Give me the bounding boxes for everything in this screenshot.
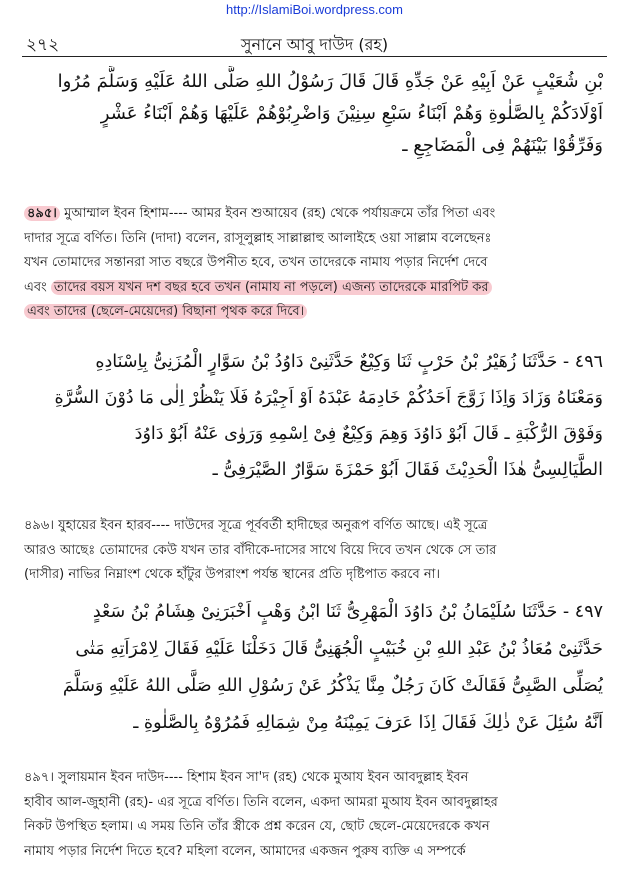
- text-line: [24, 300, 607, 325]
- arabic-line: بْنِ شُعَيْبٍ عَنْ اَبِيْهِ عَنْ جَدِّهِ قَالَ قَالَ رَسُوْلُ اللهِ صَلَّى اللهُ عَلَيْهِ وَسَلَّمَ مُرُوا: [57, 71, 603, 92]
- text-line: হাবীব আল-জুহানী (রহ)- এর সূত্রে বর্ণিত। তিনি বলেন, একদা আমরা মুআয ইবন আবদুল্লাহর: [24, 794, 498, 810]
- text-line: ৪৯৬। যুহায়ের ইবন হারব---- দাউদের সূত্রে পূর্ববর্তী হাদীছের অনুরূপ বর্ণিত আছে। এই সূত্রে: [24, 518, 488, 533]
- arabic-line: الطَّيَالِسِىُّ هٰذَا الْحَدِيْثَ فَقَالَ اَبُوْ حَمْزَةَ سَوَّارٌ الصَّيْرَفِىُّ ـ: [212, 460, 603, 480]
- page-header: [22, 26, 607, 57]
- text-line: যখন তোমাদের সন্তানরা সাত বছরে উপনীত হবে, তখন তাদেরকে নামায পড়ার নির্দেশ দেবে: [24, 255, 488, 270]
- arabic-hadith-497: [28, 594, 603, 742]
- arabic-line: اَوْلَادَكُمْ بِالصَّلٰوةِ وَهُمْ اَبْنَاءُ سَبْعِ سِنِيْنَ وَاضْرِبُوْهُمْ عَلَيْهَا وَهُمْ اَبْنَاءُ عَشْرٍ: [100, 103, 603, 124]
- arabic-hadith-496: [28, 344, 603, 488]
- arabic-line: يُصَلِّى الصَّبِىُّ فَقَالَتْ كَانَ رَجُلٌ مِنَّا يَذْكُرُ عَنْ رَسُوْلِ اللهِ صَلَّى اللهُ عَلَيْهِ وَسَلَّمَ: [62, 676, 603, 696]
- arabic-hadith-495: [28, 66, 603, 162]
- arabic-line: ٤٩٦ - حَدَّثَنَا زُهَيْرُ بْنُ حَرْبٍ ثَنَا وَكِيْعٌ حَدَّثَنِىْ دَاوُدُ بْنُ سَوَّارٍ الْمُزَنِىُّ بِاِسْنَادِهِ: [95, 352, 603, 372]
- running-title: সুনানে আবু দাউদ (রহ): [240, 35, 389, 54]
- page-number: ২৭২: [26, 35, 60, 55]
- text-line: নামায পড়ার নির্দেশ দিতে হবে? মহিলা বলেন, আমাদের একজন পুরুষ ব্যক্তি এ সম্পর্কে: [24, 843, 466, 859]
- text-line: ৪৯৭। সুলায়মান ইবন দাউদ---- হিশাম ইবন সা'দ (রহ) থেকে মুআয ইবন আবদুল্লাহ ইবন: [24, 770, 469, 785]
- arabic-line: وَفَوْقَ الرُّكْبَةِ ـ قَالَ اَبُوْ دَاوُدَ وَهِمَ وَكِيْعٌ فِىْ اِسْمِهِ وَرَوٰى عَنْهُ اَبُوْ دَاوُدَ: [134, 424, 603, 444]
- text-line: দাদার সূত্রে বর্ণিত। তিনি (দাদা) বলেন, রাসূলুল্লাহ সাল্লাল্লাহু আলাইহে ওয়া সাল্লাম বলেছেনঃ: [24, 230, 492, 246]
- text-line: [24, 202, 607, 227]
- highlighted-text: তাদের বয়স যখন দশ বছর হবে তখন (নামায না পড়লে) এজন্য তাদেরকে মারপিট কর: [51, 280, 492, 295]
- bengali-hadith-495: [24, 202, 607, 325]
- text-segment: এবং: [24, 279, 51, 295]
- bengali-hadith-496: [24, 514, 607, 588]
- text-line: [24, 276, 607, 301]
- highlighted-text: এবং তাদের (ছেলে-মেয়েদের) বিছানা পৃথক করে দিবে।: [24, 304, 307, 319]
- text-line: আরও আছেঃ তোমাদের কেউ যখন তার বাঁদীকে-দাসের সাথে বিয়ে দিবে তখন থেকে সে তার: [24, 542, 497, 558]
- arabic-line: حَدَّثَنِىْ مُعَاذُ بْنُ عَبْدِ اللهِ بْنِ خُبَيْبٍ الْجُهَنِىُّ قَالَ دَخَلْنَا عَلَيْهِ فَقَالَ لِامْرَاَتِهِ مَتٰى: [75, 639, 603, 659]
- arabic-line: ٤٩٧ - حَدَّثَنَا سُلَيْمَانُ بْنُ دَاوُدَ الْمَهْرِىُّ ثَنَا ابْنُ وَهْبٍ اَخْبَرَنِىْ هِشَامُ بْنُ سَعْدٍ: [92, 602, 603, 622]
- text-line: নিকট উপস্থিত হলাম। এ সময় তিনি তাঁর স্ত্রীকে প্রশ্ন করেন যে, ছোট ছেলে-মেয়েদেরকে কখন: [24, 819, 490, 834]
- arabic-line: وَمَعْنَاهُ وَزَادَ وَاِذَا زَوَّجَ اَحَدُكُمْ خَادِمَهُ عَبْدَهُ اَوْ اَجِيْرَهُ فَلَا يَنْظُرْ اِلٰى مَا دُوْنَ السُّرَّةِ: [54, 388, 603, 408]
- hadith-number: ৪৯৫।: [24, 206, 60, 221]
- text-line: (দাসীর) নাভির নিম্নাংশ থেকে হাঁটুর উপরাংশ পর্যন্ত স্থানের প্রতি দৃষ্টিপাত করবে না।: [24, 567, 440, 582]
- arabic-line: اَنَّهُ سُئِلَ عَنْ ذٰلِكَ فَقَالَ اِذَا عَرَفَ يَمِيْنَهُ مِنْ شِمَالِهِ فَمُرُوْهُ بِالصَّلٰوةِ ـ: [133, 713, 603, 733]
- text-segment: মুআম্মাল ইবন হিশাম---- আমর ইবন শুআয়েব (রহ) থেকে পর্যায়ক্রমে তাঁর পিতা এবং: [59, 206, 496, 221]
- watermark-link[interactable]: http://IslamiBoi.wordpress.com: [225, 2, 403, 17]
- bengali-hadith-497: [24, 766, 607, 864]
- arabic-line: وَفَرِّقُوْا بَيْنَهُمْ فِى الْمَضَاجِعِ ـ: [402, 135, 603, 156]
